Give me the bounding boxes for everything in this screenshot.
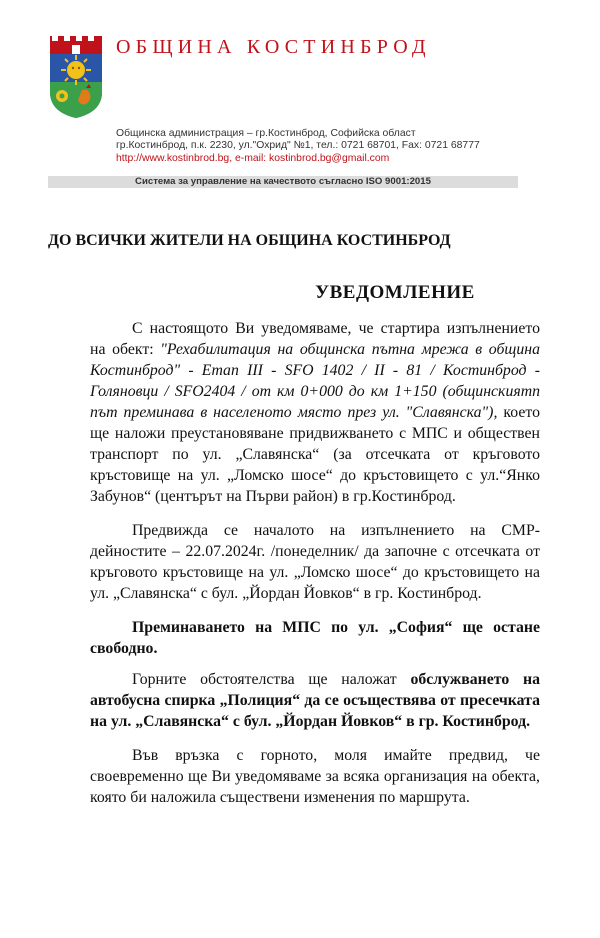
address-line-admin: Общинска администрация – гр.Костинброд, Софийска област	[116, 128, 416, 139]
municipality-name: ОБЩИНА КОСТИНБРОД	[116, 36, 431, 58]
paragraph-start-date: Предвижда се началото на изпълнението на СМР-дейностите – 22.07.2024г. /понеделник/ да започне с отсечката от кръговото кръстовище на ул. „Ломско шосе“ до кръстовището на ул. „Славянска“ с бул. „Йордан Йовков“ в гр. Костинброд.	[90, 522, 540, 602]
paragraph-project-start: С настоящото Ви уведомяваме, че стартира изпълнението на обект: "Рехабилитация на общинска пътна мрежа в община Костинброд" - Етап III - SFO 1402 / II - 81 / Костинброд - Голяновци / SFO2404 / от км 0+000 до км 1+150 (общинскиятп път преминава в населеното място през ул. "Славянска"), което ще наложи преустановяване придвижването с МПС и обществен транспорт по ул. „Славянска“ (за отсечката от кръговото кръстовище на ул. „Ломско шосе“ до кръстовището с ул.“Янко Забунов“ (центърът на Първи район) в гр.Костинброд.	[90, 320, 540, 505]
project-name: "Рехабилитация на общинска пътна мрежа в община Костинброд" - Етап III - SFO 1402 / II - 81 / Костинброд - Голяновци / SFO2404 / от км 0+000 до км 1+150 (общинскиятп път преминава в населеното място през ул. "Славянска"),	[90, 341, 540, 421]
address-line-contacts: гр.Костинброд, п.к. 2230, ул."Охрид" №1, тел.: 0721 68701, Fax: 0721 68777	[116, 140, 480, 152]
letter-body	[90, 318, 540, 821]
paragraph-sofia-street: Преминаването на МПС по ул. „София“ ще остане свободно.	[90, 619, 540, 657]
web-email-link[interactable]: http://www.kostinbrod.bg, e-mail: kostinbrod.bg@gmail.com	[116, 152, 390, 164]
paragraph-bus-stop: Горните обстоятелства ще наложат обслужването на автобусна спирка „Полиция“ да се осъществява от пресечката на ул. „Славянска“ с бул. „Йордан Йовков“ в гр. Костинброд.	[90, 671, 540, 730]
letter-recipient: ДО ВСИЧКИ ЖИТЕЛИ НА ОБЩИНА КОСТИНБРОД	[48, 232, 451, 249]
paragraph-closing: Във връзка с горното, моля имайте предвид, че своевременно ще Ви уведомяваме за всяка организация на обекта, която би наложила съществени изменения по маршрута.	[90, 747, 540, 806]
address-block	[116, 128, 480, 165]
letterhead	[0, 0, 600, 200]
municipality-crest-icon	[46, 36, 106, 118]
iso-certification-bar: Система за управление на качеството съгласно ISO 9001:2015	[48, 176, 518, 188]
letter-title: УВЕДОМЛЕНИЕ	[315, 282, 475, 303]
